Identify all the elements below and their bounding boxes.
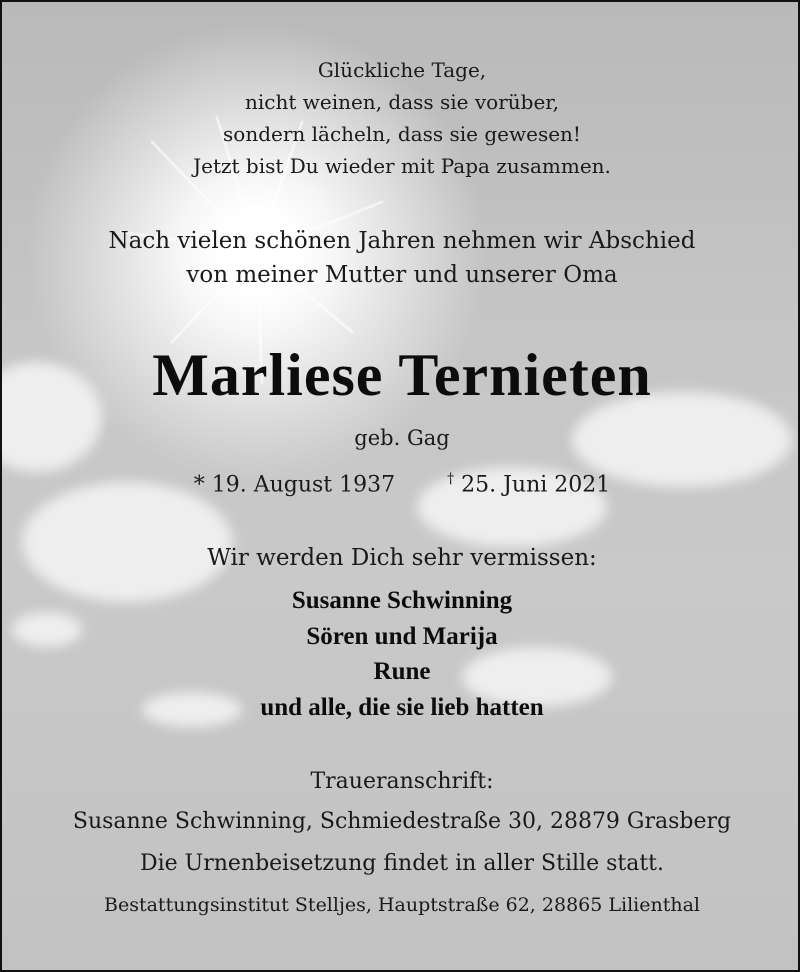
poem-line-4: Jetzt bist Du wieder mit Papa zusammen. xyxy=(193,154,611,178)
mourner-1: Susanne Schwinning xyxy=(291,587,513,614)
intro-line-2: von meiner Mutter und unserer Oma xyxy=(186,262,618,288)
mourner-4: und alle, die sie lieb hatten xyxy=(260,694,544,721)
poem-line-1: Glückliche Tage, xyxy=(317,58,487,82)
address-label: Traueranschrift: xyxy=(310,769,494,794)
death-date: 25. Juni 2021 xyxy=(461,472,611,498)
birth-date: 19. August 1937 xyxy=(211,472,396,498)
death-symbol: † xyxy=(447,471,455,487)
mourner-3: Rune xyxy=(373,658,431,685)
intro-line-1: Nach vielen schönen Jahren nehmen wir Abschied xyxy=(108,228,696,254)
birth-symbol: * xyxy=(193,472,205,498)
funeral-home: Bestattungsinstitut Stelljes, Hauptstraße 62, 28865 Lilienthal xyxy=(104,894,700,916)
mourners-intro: Wir werden Dich sehr vermissen: xyxy=(207,545,597,571)
poem-line-2: nicht weinen, dass sie vorüber, xyxy=(244,90,560,114)
mourning-address: Susanne Schwinning, Schmiedestraße 30, 28879 Grasberg xyxy=(72,809,732,834)
burial-note: Die Urnenbeisetzung findet in aller Stille statt. xyxy=(139,851,665,876)
deceased-name: Marliese Ternieten xyxy=(152,342,652,408)
poem-line-3: sondern lächeln, dass sie gewesen! xyxy=(223,122,581,146)
mourner-2: Sören und Marija xyxy=(306,623,498,650)
life-dates xyxy=(2,464,800,500)
birth-name: geb. Gag xyxy=(354,426,450,450)
